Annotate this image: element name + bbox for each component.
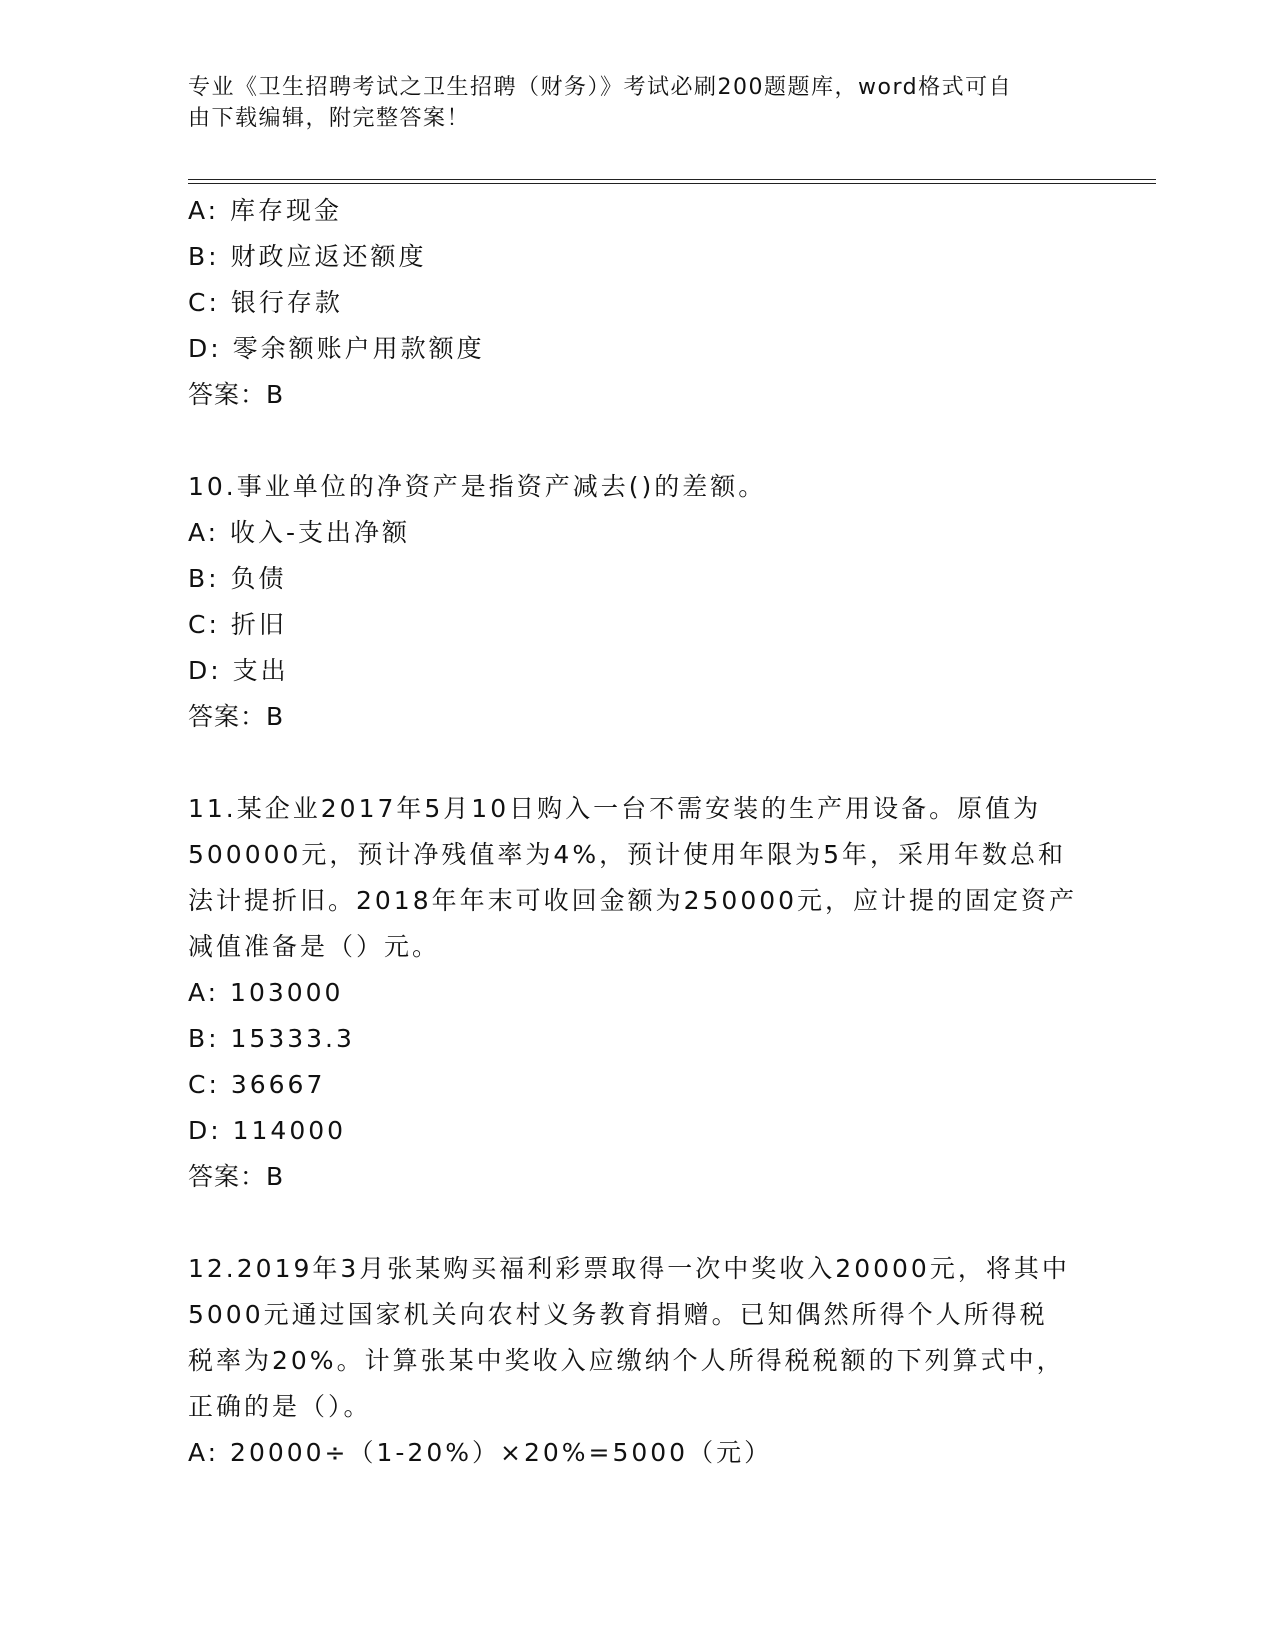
answer-line: 答案：B	[188, 380, 285, 409]
answer-line: 答案：B	[188, 1162, 285, 1191]
option-c: C: 36667	[188, 1070, 326, 1099]
option-c: C: 银行存款	[188, 288, 343, 317]
answer-line: 答案：B	[188, 702, 285, 731]
question-stem-line: 11.某企业2017年5月10日购入一台不需安装的生产用设备。原值为	[188, 794, 1042, 823]
option-a: A: 收入-支出净额	[188, 518, 411, 547]
header-line-1: 专业《卫生招聘考试之卫生招聘（财务）》考试必刷200题题库，word格式可自	[188, 75, 1013, 100]
question-10	[188, 464, 1088, 740]
question-12	[188, 1246, 1088, 1476]
question-stem-line: 法计提折旧。2018年年末可收回金额为250000元，应计提的固定资产	[188, 886, 1078, 915]
question-stem-line: 5000元通过国家机关向农村义务教育捐赠。已知偶然所得个人所得税	[188, 1300, 1048, 1329]
header-line-2: 由下载编辑，附完整答案！	[188, 106, 471, 131]
question-stem-line: 税率为20%。计算张某中奖收入应缴纳个人所得税税额的下列算式中，	[188, 1346, 1065, 1375]
option-b: B: 负债	[188, 564, 287, 593]
question-11	[188, 786, 1088, 1200]
option-a: A: 103000	[188, 978, 344, 1007]
option-d: D: 支出	[188, 656, 289, 685]
question-stem-line: 减值准备是（）元。	[188, 932, 441, 961]
option-a: A: 库存现金	[188, 196, 343, 225]
option-d: D: 114000	[188, 1116, 347, 1145]
document-header	[188, 72, 1068, 134]
question-stem-line: 正确的是（）。	[188, 1392, 372, 1421]
question-stem-line: 12.2019年3月张某购买福利彩票取得一次中奖收入20000元，将其中	[188, 1254, 1070, 1283]
header-rule-top	[188, 179, 1156, 180]
option-b: B: 15333.3	[188, 1024, 355, 1053]
question-stem: 10.事业单位的净资产是指资产减去()的差额。	[188, 472, 767, 501]
option-a: A: 20000÷（1-20%）×20%=5000（元）	[188, 1438, 773, 1467]
question-list	[188, 188, 1088, 1476]
option-b: B: 财政应返还额度	[188, 242, 427, 271]
option-d: D: 零余额账户用款额度	[188, 334, 485, 363]
option-c: C: 折旧	[188, 610, 287, 639]
question-9-continued	[188, 188, 1088, 418]
header-rule-bottom	[188, 183, 1156, 184]
question-stem-line: 500000元，预计净残值率为4%，预计使用年限为5年，采用年数总和	[188, 840, 1067, 869]
